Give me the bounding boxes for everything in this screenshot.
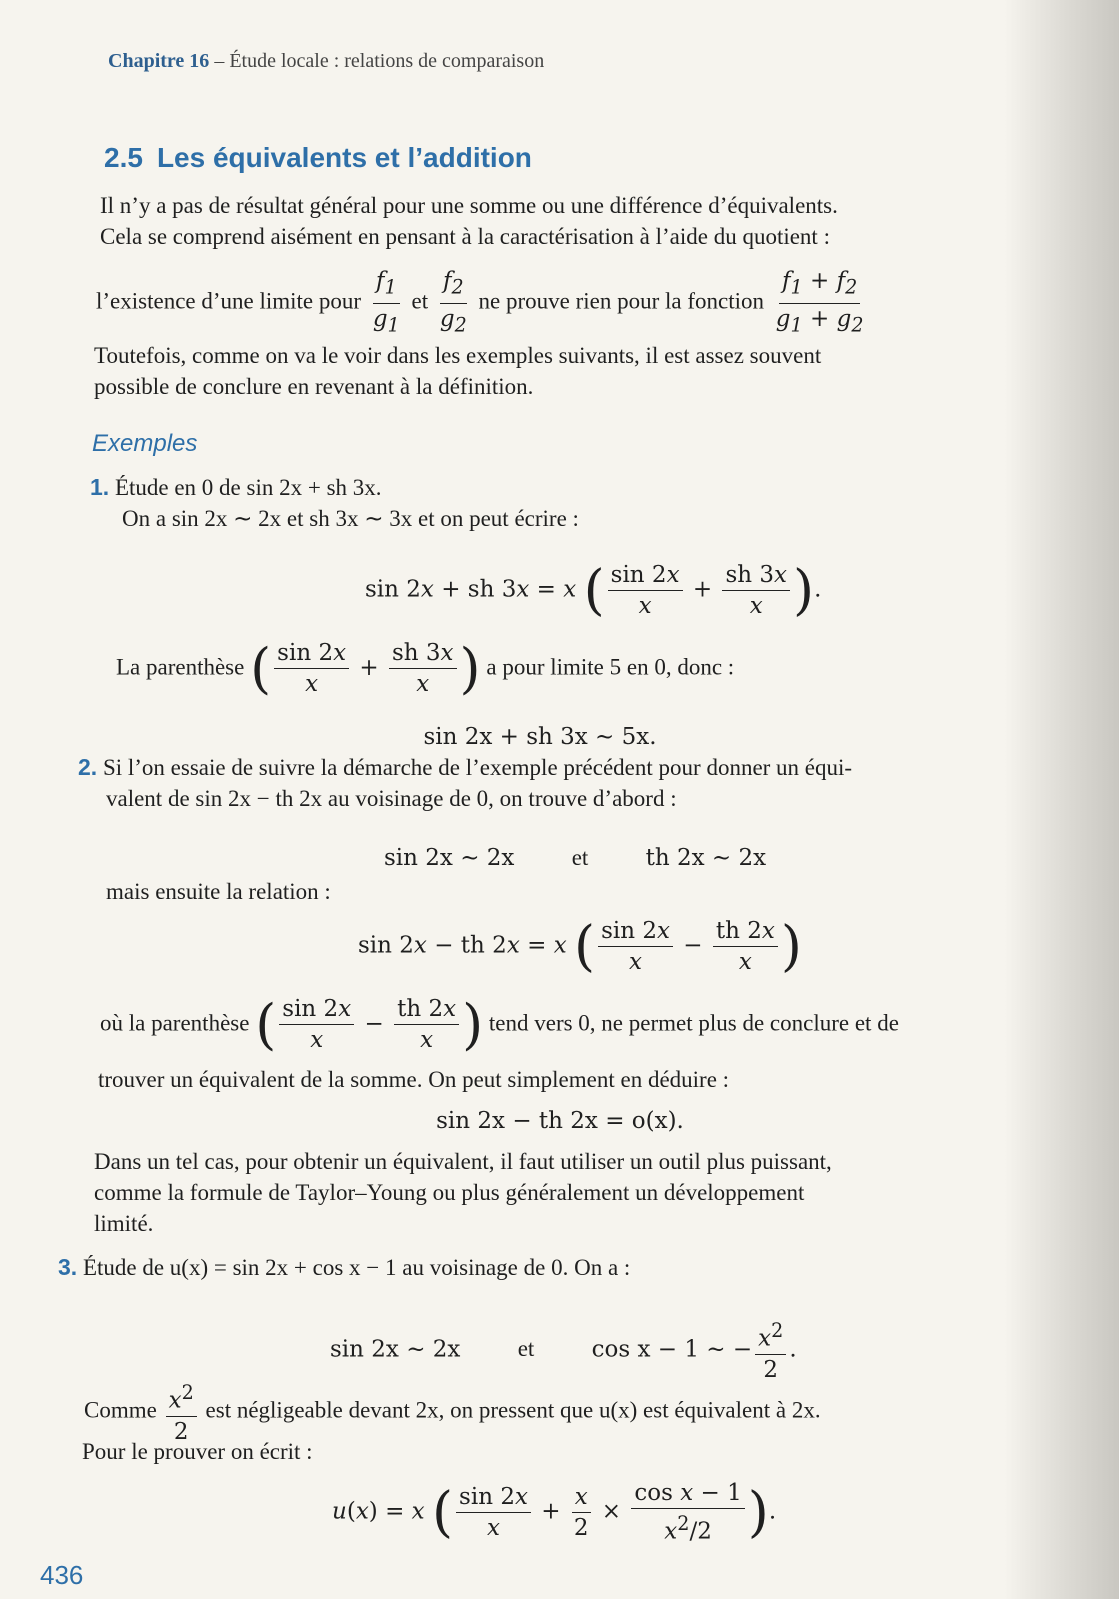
- example-1-equation: sin 2x + sh 3x = x ( $\frac{\sin 2x}{x}$ + $\frac{sh 3x}{x}$ ).: [365, 558, 822, 622]
- example-1-result: sin 2x + sh 3x ∼ 5x.: [423, 724, 657, 750]
- example-1-line-1: Étude en 0 de sin 2x + sh 3x.: [114, 475, 382, 500]
- example-2-eq-b: th 2x ∼ 2x: [645, 845, 767, 871]
- example-1-text-b: a pour limite 5 en 0, donc :: [486, 654, 735, 680]
- example-2-et: et: [571, 845, 589, 870]
- fraction-f1-g1: $\frac{f_1}{g_1}$: [372, 268, 400, 337]
- intro-line-4: Toutefois, comme on va le voir dans les exemples suivants, il est assez souvent: [94, 343, 822, 368]
- section-number: 2.5: [104, 142, 143, 173]
- intro-text-b: et: [411, 288, 429, 314]
- example-2-line-5: trouver un équivalent de la somme. On peut simplement en déduire :: [98, 1067, 730, 1092]
- intro-text-a: l’existence d’une limite pour: [96, 288, 362, 314]
- x-squared-over-2-inline: $\frac{x^2}{2}$: [166, 1380, 197, 1445]
- intro-paragraph: [100, 190, 1060, 252]
- example-2-line-6: Dans un tel cas, pour obtenir un équivalent, il faut utiliser un outil plus puissant,: [94, 1149, 832, 1174]
- example-2-text-b: tend vers 0, ne permet plus de conclure et de: [488, 1010, 899, 1036]
- intro-conclusion: [94, 340, 1054, 402]
- example-3-et: et: [517, 1336, 535, 1362]
- example-2-conclusion: [94, 1146, 1024, 1239]
- example-2-line-7: comme la formule de Taylor–Young ou plus généralement un développement: [94, 1180, 805, 1205]
- example-2-eq-a: sin 2x ∼ 2x: [384, 845, 515, 871]
- example-3-text-b: est négligeable devant 2x, on pressent que u(x) est équivalent à 2x.: [205, 1397, 821, 1423]
- example-2-result: sin 2x − th 2x = o(x).: [436, 1108, 684, 1134]
- example-2-line-8: limité.: [94, 1211, 154, 1236]
- chapter-title: – Étude locale : relations de comparaison: [214, 50, 545, 72]
- section-title: [104, 142, 532, 174]
- x-squared-over-2: $\frac{x^2}{2}$: [755, 1318, 786, 1383]
- chapter-label: Chapitre 16: [108, 50, 210, 72]
- example-3-line-1: Étude de u(x) = sin 2x + cos x − 1 au voisinage de 0. On a :: [82, 1255, 631, 1280]
- example-1: [90, 472, 1050, 534]
- example-2-line-3: mais ensuite la relation :: [106, 879, 331, 904]
- example-3-text-a: Comme: [84, 1397, 157, 1423]
- example-2-number: 2.: [78, 754, 98, 780]
- intro-text-c: ne prouve rien pour la fonction: [478, 288, 765, 314]
- page-number: 436: [40, 1560, 84, 1590]
- example-2-equivalents: [384, 842, 766, 874]
- example-1-parenthesis-line: La parenthèse ( $\frac{\sin 2x}{x}$ + $\frac{sh 3x}{x}$ ) a pour limite 5 en 0, donc :: [116, 636, 735, 700]
- example-3: [58, 1252, 630, 1283]
- example-3-equivalents: sin 2x ∼ 2x et cos x − 1 ∼ − $\frac{x^2}{2}$ .: [330, 1319, 797, 1383]
- running-header: [108, 50, 544, 73]
- intro-line-5: possible de conclure en revenant à la définition.: [94, 374, 534, 399]
- example-3-line-2: [84, 1380, 821, 1445]
- fraction-f2-g2: $\frac{f_2}{g_2}$: [439, 268, 467, 337]
- example-2-equation: sin 2x − th 2x = x ( $\frac{\sin 2x}{x}$ − $\frac{th 2x}{x}$ ): [358, 914, 802, 978]
- intro-line-3: [96, 268, 1076, 338]
- example-2-parenthesis-line: où la parenthèse ( $\frac{\sin 2x}{x}$ − $\frac{th 2x}{x}$ ) tend vers 0, ne permet plus de conclure et de: [100, 992, 899, 1056]
- example-2-text-a: où la parenthèse: [100, 1010, 250, 1036]
- example-1-text-a: La parenthèse: [116, 654, 245, 680]
- example-1-number: 1.: [90, 474, 110, 500]
- example-3-equation: u(x) = x ( $\frac{\sin 2x}{x}$ + $\frac{x}{2}$ × $\frac{\text{cos x − 1}}{x^2/2}$ ).: [332, 1480, 777, 1545]
- examples-heading: Exemples: [92, 430, 198, 457]
- example-1-line-2: On a sin 2x ∼ 2x et sh 3x ∼ 3x et on peut écrire :: [122, 506, 579, 531]
- example-3-line-3: Pour le prouver on écrit :: [82, 1439, 313, 1464]
- example-3-eq-a: sin 2x ∼ 2x: [330, 1336, 461, 1363]
- intro-line-2: Cela se comprend aisément en pensant à la caractérisation à l’aide du quotient :: [100, 224, 830, 249]
- example-3-number: 3.: [58, 1254, 78, 1280]
- example-2-line-1: Si l’on essaie de suivre la démarche de l’exemple précédent pour donner un équi-: [102, 755, 853, 780]
- section-heading: Les équivalents et l’addition: [156, 142, 532, 173]
- example-2-line-2: valent de sin 2x − th 2x au voisinage de 0, on trouve d’abord :: [106, 786, 677, 811]
- intro-line-1: Il n’y a pas de résultat général pour une somme ou une différence d’équivalents.: [100, 193, 838, 218]
- example-3-eq-b: cos x − 1 ∼ −: [591, 1336, 753, 1363]
- fraction-sum: $\frac{f_1 + f_2}{g_1 + g_2}$: [775, 268, 864, 337]
- example-2: [78, 752, 1038, 814]
